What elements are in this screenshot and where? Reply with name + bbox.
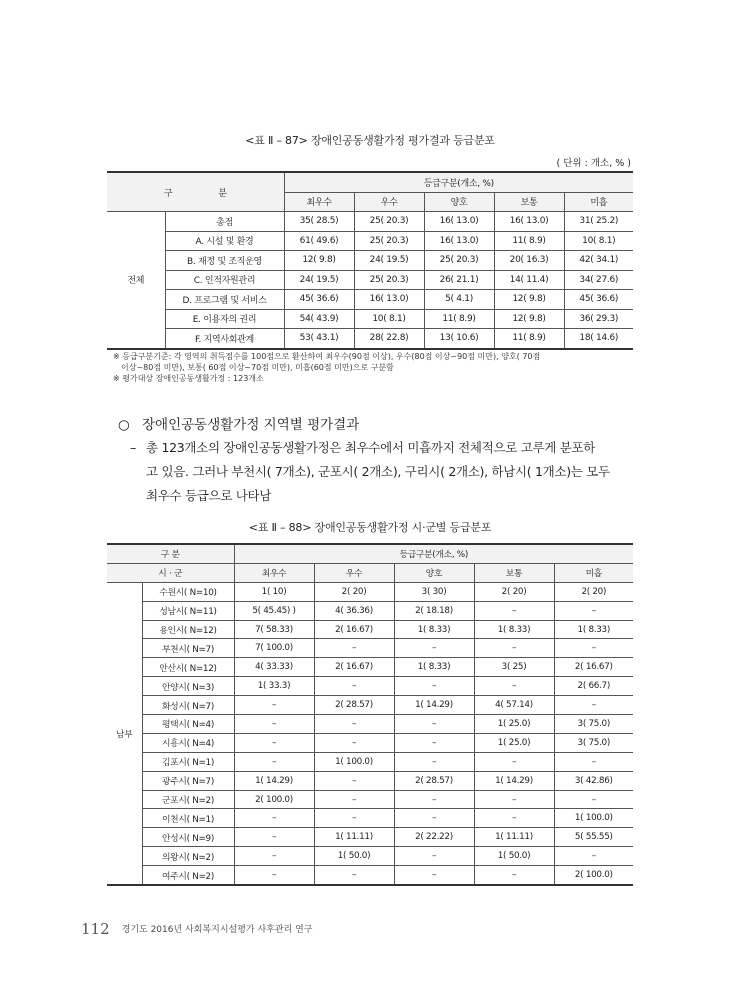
table-cell: 25( 20.3) bbox=[354, 270, 424, 290]
table-cell: 1( 11.11) bbox=[474, 828, 554, 847]
table-cell: 54( 43.9) bbox=[284, 309, 354, 329]
table-row bbox=[107, 696, 633, 715]
table-cell: 1( 33.3) bbox=[234, 677, 314, 696]
table-row bbox=[107, 231, 633, 251]
table-cell: 34( 27.6) bbox=[564, 270, 633, 290]
row-label: 이천시( N=1) bbox=[142, 809, 234, 828]
table-cell: – bbox=[234, 696, 314, 715]
table-row bbox=[107, 582, 633, 601]
table-row bbox=[107, 270, 633, 290]
table-cell: – bbox=[474, 790, 554, 809]
table-cell: 36( 29.3) bbox=[564, 309, 633, 329]
table-cell: 5( 45.45) ) bbox=[234, 601, 314, 620]
grade-header: 보통 bbox=[474, 563, 554, 582]
row-label: 화성시( N=7) bbox=[142, 696, 234, 715]
table-cell: 14( 11.4) bbox=[494, 270, 564, 290]
grade-header: 우수 bbox=[314, 563, 394, 582]
table-cell: – bbox=[474, 601, 554, 620]
table-row bbox=[107, 790, 633, 809]
table-cell: 1( 14.29) bbox=[234, 771, 314, 790]
row-label: A. 시설 및 환경 bbox=[165, 231, 284, 251]
page-number: 112 bbox=[81, 920, 110, 938]
table-cell: 2( 100.0) bbox=[234, 790, 314, 809]
table-cell: 11( 8.9) bbox=[494, 231, 564, 251]
paragraph-line: 총 123개소의 장애인공동생활가정은 최우수에서 미흡까지 전체적으로 고루게 분포하 bbox=[146, 440, 596, 455]
table-cell: 2( 20) bbox=[314, 582, 394, 601]
table-cell: 7( 58.33) bbox=[234, 620, 314, 639]
table-cell: – bbox=[474, 866, 554, 885]
table-cell: – bbox=[394, 715, 474, 734]
table-cell: 25( 20.3) bbox=[424, 251, 494, 271]
table1-unit: ( 단위 : 개소, % ) bbox=[556, 158, 631, 169]
table-row bbox=[107, 752, 633, 771]
table-cell: 2( 66.7) bbox=[554, 677, 633, 696]
grade-header: 최우수 bbox=[284, 192, 354, 212]
table-cell: – bbox=[314, 733, 394, 752]
table-cell: 2( 16.67) bbox=[554, 658, 633, 677]
table-cell: – bbox=[554, 752, 633, 771]
table-cell: – bbox=[394, 790, 474, 809]
row-label: 부천시( N=7) bbox=[142, 639, 234, 658]
row-label: 성남시( N=11) bbox=[142, 601, 234, 620]
table-cell: – bbox=[234, 809, 314, 828]
table-cell: 16( 13.0) bbox=[354, 290, 424, 310]
table-cell: – bbox=[314, 715, 394, 734]
table-row bbox=[107, 290, 633, 310]
table-cell: 10( 8.1) bbox=[354, 309, 424, 329]
table-cell: 1( 50.0) bbox=[474, 847, 554, 866]
table1-header-gubun: 구 분 bbox=[107, 172, 284, 212]
table-cell: 1( 8.33) bbox=[474, 620, 554, 639]
table-row bbox=[107, 309, 633, 329]
table-cell: – bbox=[554, 790, 633, 809]
table-cell: – bbox=[234, 715, 314, 734]
table-cell: 2( 28.57) bbox=[314, 696, 394, 715]
table-row bbox=[107, 212, 633, 232]
table2 bbox=[107, 543, 633, 886]
row-label: 의왕시( N=2) bbox=[142, 847, 234, 866]
footer-text: 경기도 2016년 사회복지시설평가 사후관리 연구 bbox=[121, 925, 313, 935]
table-cell: 1( 10) bbox=[234, 582, 314, 601]
table-cell: 61( 49.6) bbox=[284, 231, 354, 251]
page-footer bbox=[81, 920, 312, 938]
table-cell: 28( 22.8) bbox=[354, 329, 424, 349]
row-label: 김포시( N=1) bbox=[142, 752, 234, 771]
table-cell: 7( 100.0) bbox=[234, 639, 314, 658]
row-label: 안양시( N=3) bbox=[142, 677, 234, 696]
table-cell: – bbox=[394, 733, 474, 752]
table-cell: 2( 22.22) bbox=[394, 828, 474, 847]
table-row bbox=[107, 866, 633, 885]
table-row bbox=[107, 658, 633, 677]
table2-grade-header-row bbox=[107, 563, 633, 582]
row-label: B. 재정 및 조직운영 bbox=[165, 251, 284, 271]
table1-body bbox=[107, 212, 633, 349]
table-cell: 16( 13.0) bbox=[424, 212, 494, 232]
table-cell: 2( 18.18) bbox=[394, 601, 474, 620]
row-label: 수원시( N=10) bbox=[142, 582, 234, 601]
table-cell: 3( 30) bbox=[394, 582, 474, 601]
table-cell: 16( 13.0) bbox=[494, 212, 564, 232]
row-label: 안산시( N=12) bbox=[142, 658, 234, 677]
table-cell: 20( 16.3) bbox=[494, 251, 564, 271]
table-cell: 10( 8.1) bbox=[564, 231, 633, 251]
table-cell: 53( 43.1) bbox=[284, 329, 354, 349]
paragraph-line: 최우수 등급으로 나타남 bbox=[146, 488, 272, 503]
table2-header-gubun: 구 분 bbox=[107, 544, 234, 563]
table-cell: 1( 8.33) bbox=[394, 620, 474, 639]
table-cell: 2( 16.67) bbox=[314, 620, 394, 639]
table-cell: 3( 42.86) bbox=[554, 771, 633, 790]
note-line: ※ 평가대상 장애인공동생활가정 : 123개소 bbox=[113, 374, 264, 383]
row-label: E. 이용자의 권리 bbox=[165, 309, 284, 329]
table-cell: – bbox=[234, 752, 314, 771]
table-row bbox=[107, 329, 633, 349]
table-cell: 45( 36.6) bbox=[564, 290, 633, 310]
row-label: D. 프로그램 및 서비스 bbox=[165, 290, 284, 310]
table2-header-group: 등급구분(개소, %) bbox=[234, 544, 633, 563]
table-cell: 2( 28.57) bbox=[394, 771, 474, 790]
table-cell: 25( 20.3) bbox=[354, 212, 424, 232]
table-cell: 1( 14.29) bbox=[474, 771, 554, 790]
row-label: F. 지역사회관계 bbox=[165, 329, 284, 349]
row-label: 총점 bbox=[165, 212, 284, 232]
table1-header-group: 등급구분(개소, %) bbox=[284, 172, 633, 192]
table-row bbox=[107, 715, 633, 734]
table-row bbox=[107, 639, 633, 658]
table-cell: – bbox=[314, 809, 394, 828]
row-label: 시흥시( N=4) bbox=[142, 733, 234, 752]
table-cell: – bbox=[554, 696, 633, 715]
table-cell: 1( 8.33) bbox=[554, 620, 633, 639]
table-cell: 2( 20) bbox=[554, 582, 633, 601]
table-cell: 31( 25.2) bbox=[564, 212, 633, 232]
row-label: 안성시( N=9) bbox=[142, 828, 234, 847]
table1 bbox=[107, 171, 633, 350]
dash-bullet-icon: – bbox=[130, 440, 136, 455]
table-row bbox=[107, 601, 633, 620]
table-cell: – bbox=[394, 809, 474, 828]
table-cell: 24( 19.5) bbox=[354, 251, 424, 271]
table-cell: 2( 20) bbox=[474, 582, 554, 601]
table-cell: 12( 9.8) bbox=[284, 251, 354, 271]
row-label: 여주시( N=2) bbox=[142, 866, 234, 885]
table-cell: 1( 100.0) bbox=[554, 809, 633, 828]
table-row bbox=[107, 847, 633, 866]
grade-header: 양호 bbox=[394, 563, 474, 582]
table-cell: 25( 20.3) bbox=[354, 231, 424, 251]
grade-header: 최우수 bbox=[234, 563, 314, 582]
table-cell: – bbox=[234, 866, 314, 885]
table-cell: 13( 10.6) bbox=[424, 329, 494, 349]
table2-caption: <표 Ⅱ – 88> 장애인공동생활가정 시·군별 등급분포 bbox=[248, 521, 492, 534]
table-cell: 16( 13.0) bbox=[424, 231, 494, 251]
table-cell: – bbox=[314, 866, 394, 885]
table-cell: 5( 4.1) bbox=[424, 290, 494, 310]
section-paragraph bbox=[130, 436, 640, 508]
group-label: 전체 bbox=[107, 212, 165, 349]
table-cell: 1( 25.0) bbox=[474, 715, 554, 734]
table-cell: – bbox=[474, 639, 554, 658]
table-cell: – bbox=[314, 639, 394, 658]
table-cell: – bbox=[234, 828, 314, 847]
table-row bbox=[107, 828, 633, 847]
table-cell: – bbox=[394, 639, 474, 658]
table-cell: 4( 36.36) bbox=[314, 601, 394, 620]
table-cell: 5( 55.55) bbox=[554, 828, 633, 847]
table-cell: – bbox=[474, 809, 554, 828]
table-cell: 1( 100.0) bbox=[314, 752, 394, 771]
table-cell: – bbox=[394, 752, 474, 771]
grade-header: 우수 bbox=[354, 192, 424, 212]
section-heading bbox=[118, 413, 359, 433]
table-cell: – bbox=[314, 790, 394, 809]
table-cell: 4( 57.14) bbox=[474, 696, 554, 715]
table-cell: 12( 9.8) bbox=[494, 309, 564, 329]
table-cell: 4( 33.33) bbox=[234, 658, 314, 677]
table-cell: 26( 21.1) bbox=[424, 270, 494, 290]
table-cell: 3( 75.0) bbox=[554, 733, 633, 752]
grade-header: 미흡 bbox=[564, 192, 633, 212]
paragraph-line: 고 있음. 그러나 부천시( 7개소), 군포시( 2개소), 구리시( 2개소), 하남시( 1개소)는 모두 bbox=[146, 464, 610, 479]
row-label: 군포시( N=2) bbox=[142, 790, 234, 809]
table-cell: 3( 75.0) bbox=[554, 715, 633, 734]
table-cell: 18( 14.6) bbox=[564, 329, 633, 349]
row-label: 용인시( N=12) bbox=[142, 620, 234, 639]
row-label: 평택시( N=4) bbox=[142, 715, 234, 734]
table-cell: – bbox=[394, 847, 474, 866]
row-label: 광주시( N=7) bbox=[142, 771, 234, 790]
table-cell: – bbox=[554, 601, 633, 620]
table-cell: – bbox=[234, 847, 314, 866]
table-cell: – bbox=[554, 847, 633, 866]
table-cell: 11( 8.9) bbox=[424, 309, 494, 329]
table-row bbox=[107, 733, 633, 752]
table-cell: – bbox=[394, 866, 474, 885]
note-line: ※ 등급구분기준: 각 영역의 취득점수를 100점으로 환산하여 최우수(90점 이상), 우수(80점 이상~90점 미만), 양호( 70점 bbox=[113, 352, 541, 361]
table-row bbox=[107, 620, 633, 639]
table-cell: 11( 8.9) bbox=[494, 329, 564, 349]
table-cell: 1( 8.33) bbox=[394, 658, 474, 677]
table-cell: – bbox=[474, 752, 554, 771]
table-cell: – bbox=[474, 677, 554, 696]
table-cell: 1( 11.11) bbox=[314, 828, 394, 847]
note-line: 이상~80점 미만), 보통( 60점 이상~70점 미만), 미흡(60점 미만)으로 구분함 bbox=[121, 363, 394, 372]
table1-notes bbox=[113, 351, 633, 384]
table-cell: 35( 28.5) bbox=[284, 212, 354, 232]
group-label: 남부 bbox=[107, 582, 142, 885]
table2-body bbox=[107, 582, 633, 885]
section-heading-text: 장애인공동생활가정 지역별 평가결과 bbox=[142, 417, 360, 433]
table-cell: 2( 100.0) bbox=[554, 866, 633, 885]
table-cell: 24( 19.5) bbox=[284, 270, 354, 290]
grade-header: 미흡 bbox=[554, 563, 633, 582]
table2-header-sigun: 시 · 군 bbox=[107, 563, 234, 582]
table-cell: – bbox=[394, 677, 474, 696]
table-cell: 2( 16.67) bbox=[314, 658, 394, 677]
row-label: C. 인적자원관리 bbox=[165, 270, 284, 290]
table-row bbox=[107, 771, 633, 790]
table-cell: 1( 50.0) bbox=[314, 847, 394, 866]
table1-caption: <표 Ⅱ – 87> 장애인공동생활가정 평가결과 등급분포 bbox=[245, 134, 495, 147]
table-cell: 1( 25.0) bbox=[474, 733, 554, 752]
table-cell: 42( 34.1) bbox=[564, 251, 633, 271]
table-cell: – bbox=[314, 771, 394, 790]
table-cell: – bbox=[314, 677, 394, 696]
table-cell: – bbox=[554, 639, 633, 658]
table-row bbox=[107, 677, 633, 696]
table-cell: 1( 14.29) bbox=[394, 696, 474, 715]
table-row bbox=[107, 809, 633, 828]
grade-header: 보통 bbox=[494, 192, 564, 212]
grade-header: 양호 bbox=[424, 192, 494, 212]
table-cell: 12( 9.8) bbox=[494, 290, 564, 310]
table-cell: 3( 25) bbox=[474, 658, 554, 677]
table-cell: – bbox=[234, 733, 314, 752]
table-row bbox=[107, 251, 633, 271]
table-cell: 45( 36.6) bbox=[284, 290, 354, 310]
circle-bullet-icon: ○ bbox=[118, 417, 130, 433]
